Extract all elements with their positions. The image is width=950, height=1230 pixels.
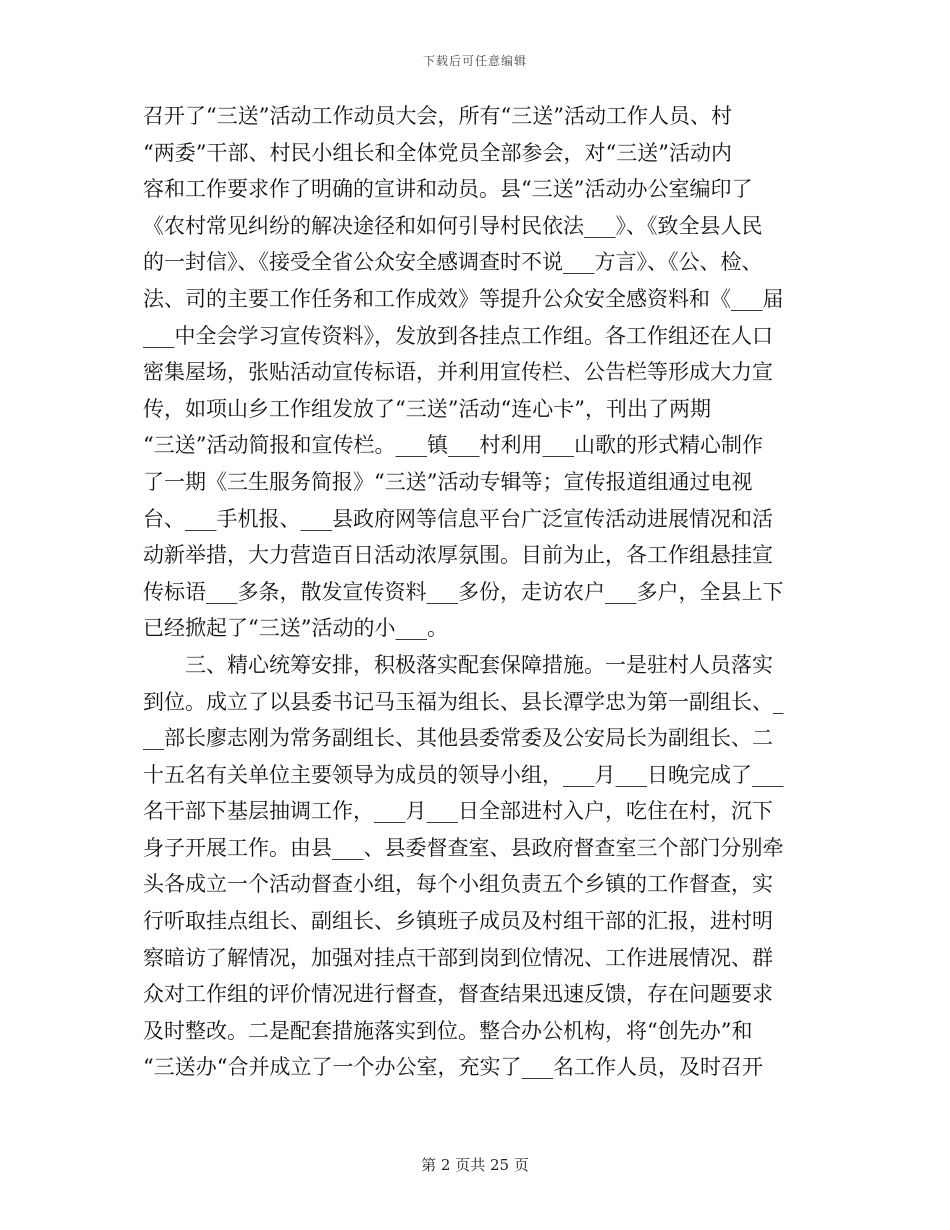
text-line: 头各成立一个活动督查小组，每个小组负责五个乡镇的工作督查，实 [143,872,773,897]
text-line: 了一期《三生服务简报》“三送”活动专辑等；宣传报道组通过电视 [143,469,753,494]
text-line: “三送办“合并成立了一个办公室，充实了___名工作人员，及时召开 [143,1055,763,1080]
text-line: “三送”活动简报和宣传栏。___镇___村利用___山歌的形式精心制作 [143,433,763,458]
text-line: 台、___手机报、___县政府网等信息平台广泛宣传活动进展情况和活 [143,506,773,531]
text-line: 行听取挂点组长、副组长、乡镇班子成员及村组干部的汇报，进村明 [143,909,773,934]
text-line: ___中全会学习宣传资料》，发放到各挂点工作组。各工作组还在人口 [143,323,773,348]
text-line: 《农村常见纠纷的解决途径和如何引导村民依法___》、《致全县人民 [143,213,763,238]
text-line: __部长廖志刚为常务副组长、其他县委常委及公安局长为副组长、二 [143,726,773,751]
text-line: 已经掀起了“三送”活动的小___。 [143,616,448,641]
text-line: 十五名有关单位主要领导为成员的领导小组，___月___日晚完成了___ [143,762,784,787]
text-line: 法、司的主要工作任务和工作成效》等提升公众安全感资料和《___届 [143,286,784,311]
text-line: 到位。成立了以县委书记马玉福为组长、县长潭学忠为第一副组长、_ [143,689,784,714]
page-number-footer: 第 2 页共 25 页 [421,1156,529,1174]
text-line: 三、精心统筹安排，积极落实配套保障措施。一是驻村人员落实 [143,652,773,677]
text-line: 传标语___多条，散发宣传资料___多份，走访农户___多户，全县上下 [143,579,784,604]
text-line: 名干部下基层抽调工作，___月___日全部进村入户，吃住在村，沉下 [143,799,773,824]
text-line: 身子开展工作。由县___、县委督查室、县政府督查室三个部门分别牵 [143,835,784,860]
text-line: 察暗访了解情况，加强对挂点干部到岗到位情况、工作进展情况、群 [143,945,773,970]
text-line: 密集屋场，张贴活动宣传标语，并利用宣传栏、公告栏等形成大力宣 [143,360,773,385]
body-text [143,98,803,1086]
text-line: 召开了“三送”活动工作动员大会，所有“三送”活动工作人员、村 [143,104,732,128]
text-line: 众对工作组的评价情况进行督查，督查结果迅速反馈，存在问题要求 [143,982,773,1007]
text-line: 传，如项山乡工作组发放了“三送”活动“连心卡”，刊出了两期 [143,396,711,421]
text-line: 的一封信》、《接受全省公众安全感调查时不说___方言》、《公、检、 [143,250,763,275]
text-line: 及时整改。二是配套措施落实到位。整合办公机构，将“创先办”和 [143,1018,753,1043]
text-line: 动新举措，大力营造百日活动浓厚氛围。目前为止，各工作组悬挂宣 [143,543,773,568]
text-line: “两委”干部、村民小组长和全体党员全部参会，对“三送”活动内 [143,140,732,165]
text-line: 容和工作要求作了明确的宣讲和动员。县“三送”活动办公室编印了 [143,177,753,202]
page-header: 下载后可任意编辑 [422,54,527,68]
